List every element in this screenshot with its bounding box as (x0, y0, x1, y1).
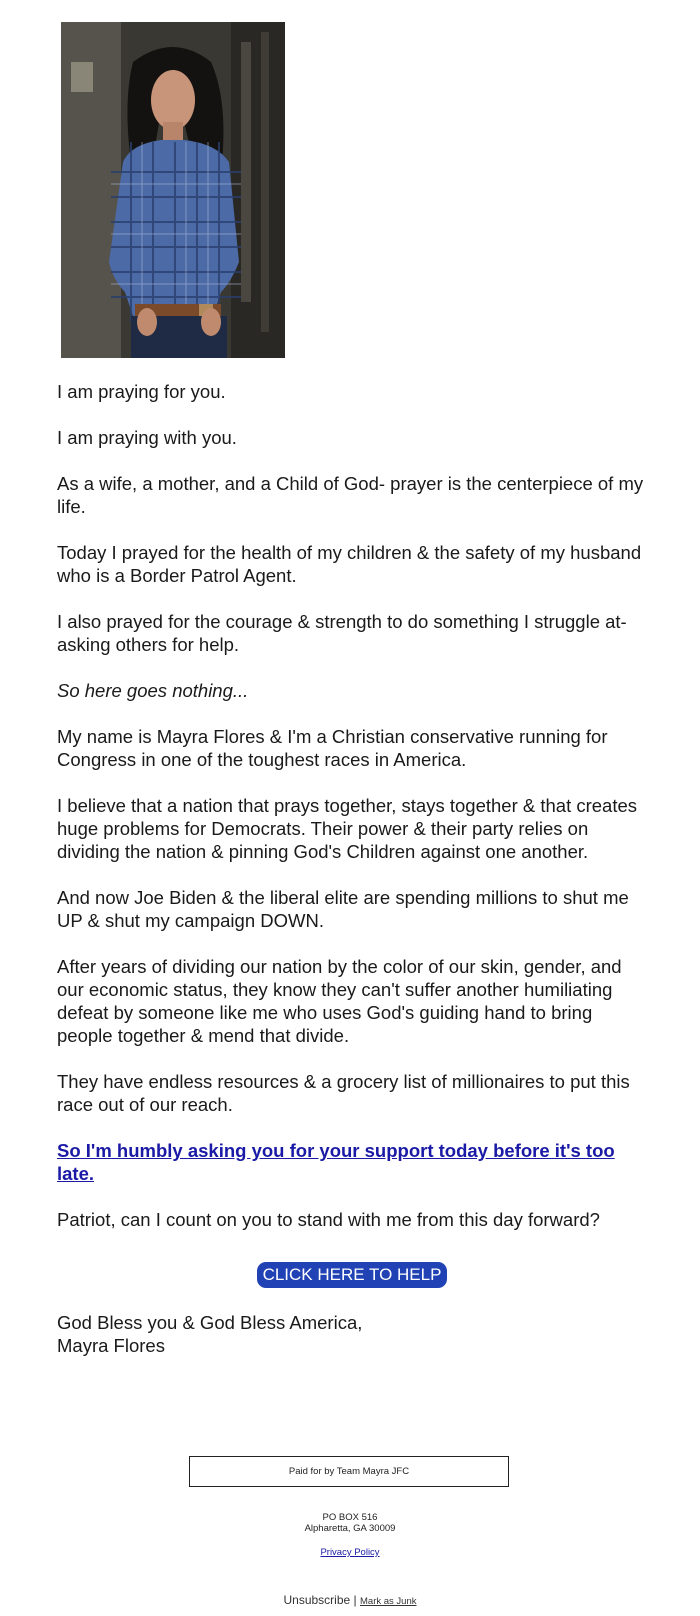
mailing-address (0, 1512, 700, 1534)
body-paragraph-italic: So here goes nothing... (57, 680, 249, 701)
cta-container (57, 1262, 647, 1288)
body-paragraph: Patriot, can I count on you to stand with me from this day forward? (57, 1209, 600, 1230)
privacy-policy-link[interactable]: Privacy Policy (320, 1547, 380, 1558)
email-body (57, 380, 647, 1357)
address-line: Alpharetta, GA 30009 (304, 1523, 396, 1534)
body-paragraph: Today I prayed for the health of my children & the safety of my husband who is a Border Patrol Agent. (57, 542, 642, 586)
body-paragraph: I am praying for you. (57, 381, 226, 402)
click-here-to-help-button[interactable]: CLICK HERE TO HELP (257, 1262, 448, 1288)
mark-as-junk-link[interactable]: Mark as Junk (360, 1596, 417, 1607)
separator: | (353, 1593, 357, 1607)
candidate-photo (61, 22, 285, 358)
unsubscribe-link[interactable]: Unsubscribe (283, 1593, 351, 1607)
signoff-line: God Bless you & God Bless America, (57, 1312, 363, 1333)
body-paragraph: As a wife, a mother, and a Child of God- prayer is the centerpiece of my life. (57, 473, 644, 517)
body-paragraph: My name is Mayra Flores & I'm a Christian conservative running for Congress in one of the toughest races in America. (57, 726, 608, 770)
support-ask-link[interactable]: So I'm humbly asking you for your support today before it's too late. (57, 1140, 615, 1184)
body-paragraph: I also prayed for the courage & strength to do something I struggle at- asking others for help. (57, 611, 627, 655)
body-paragraph: I am praying with you. (57, 427, 237, 448)
body-paragraph: After years of dividing our nation by the color of our skin, gender, and our economic status, they know they can't suffer another humiliating defeat by someone like me who uses God's guiding hand to bring people together & mend that divide. (57, 956, 622, 1046)
signoff (57, 1311, 647, 1357)
ask-paragraph (57, 1139, 647, 1185)
paid-for-disclaimer: Paid for by Team Mayra JFC (189, 1456, 509, 1487)
body-paragraph: I believe that a nation that prays together, stays together & that creates huge problems for Democrats. Their power & their party relies on dividing the nation & pinning God's Children against one another. (57, 795, 638, 862)
body-paragraph: And now Joe Biden & the liberal elite are spending millions to shut me UP & shut my campaign DOWN. (57, 887, 629, 931)
signoff-name: Mayra Flores (57, 1335, 165, 1356)
privacy-container (0, 1547, 700, 1559)
unsubscribe-bar (0, 1593, 700, 1609)
address-line: PO BOX 516 (322, 1512, 378, 1523)
portrait-photo-icon (61, 22, 285, 358)
body-paragraph: They have endless resources & a grocery list of millionaires to put this race out of our reach. (57, 1071, 630, 1115)
